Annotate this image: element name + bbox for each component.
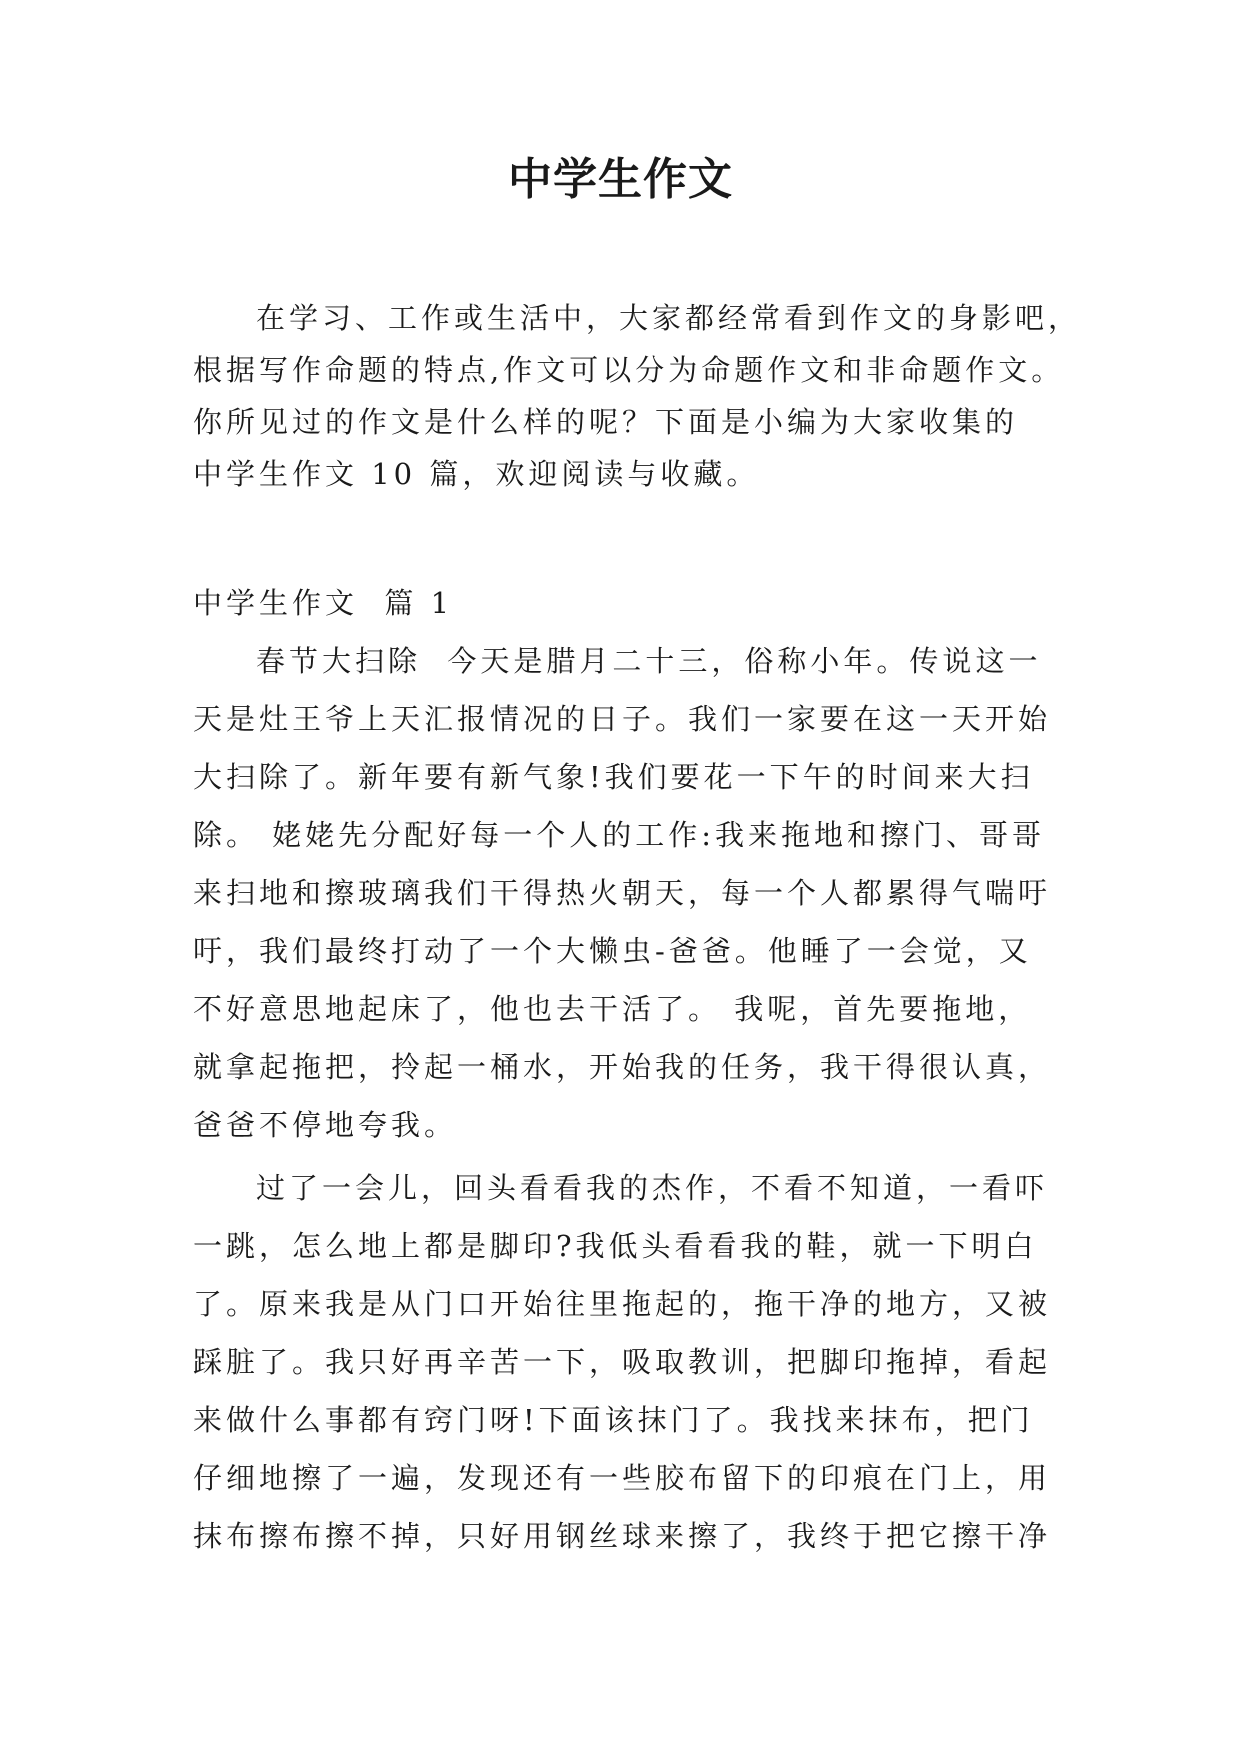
paragraph-line: 吁，我们最终打动了一个大懒虫-爸爸。他睡了一会觉，又 xyxy=(193,934,1032,968)
section-heading: 中学生作文 篇 1 xyxy=(193,586,454,620)
paragraph-line: 了。原来我是从门口开始往里拖起的，拖干净的地方，又被 xyxy=(193,1287,1052,1321)
paragraph-line: 天是灶王爷上天汇报情况的日子。我们一家要在这一天开始 xyxy=(193,702,1052,736)
paragraph-line: 不好意思地起床了，他也去干活了。 我呢，首先要拖地， xyxy=(193,992,1032,1026)
intro-line: 你所见过的作文是什么样的呢？下面是小编为大家收集的 xyxy=(193,405,1019,439)
paragraph-line: 除。 姥姥先分配好每一个人的工作:我来拖地和擦门、哥哥 xyxy=(193,818,1045,852)
paragraph-line: 来做什么事都有窍门呀!下面该抹门了。我找来抹布，把门 xyxy=(193,1403,1034,1437)
paragraph-line: 大扫除了。新年要有新气象!我们要花一下午的时间来大扫 xyxy=(193,760,1034,794)
paragraph-line: 一跳，怎么地上都是脚印?我低头看看我的鞋，就一下明白 xyxy=(193,1229,1038,1263)
paragraph-line: 春节大扫除 今天是腊月二十三，俗称小年。传说这一 xyxy=(256,644,1042,678)
paragraph-line: 就拿起拖把，拎起一桶水，开始我的任务，我干得很认真， xyxy=(193,1050,1052,1084)
intro-line: 根据写作命题的特点,作文可以分为命题作文和非命题作文。 xyxy=(193,353,1065,387)
intro-line: 中学生作文 10 篇，欢迎阅读与收藏。 xyxy=(193,457,760,491)
intro-line: 在学习、工作或生活中，大家都经常看到作文的身影吧， xyxy=(256,301,1082,335)
paragraph-line: 爸爸不停地夸我。 xyxy=(193,1108,458,1142)
paragraph-line: 仔细地擦了一遍，发现还有一些胶布留下的印痕在门上，用 xyxy=(193,1461,1052,1495)
paragraph-line: 来扫地和擦玻璃我们干得热火朝天，每一个人都累得气喘吁 xyxy=(193,876,1052,910)
paragraph-line: 抹布擦布擦不掉，只好用钢丝球来擦了，我终于把它擦干净 xyxy=(193,1519,1052,1553)
paragraph-line: 踩脏了。我只好再辛苦一下，吸取教训，把脚印拖掉，看起 xyxy=(193,1345,1052,1379)
document-title: 中学生作文 xyxy=(508,154,733,205)
paragraph-line: 过了一会儿，回头看看我的杰作，不看不知道，一看吓 xyxy=(256,1171,1049,1205)
